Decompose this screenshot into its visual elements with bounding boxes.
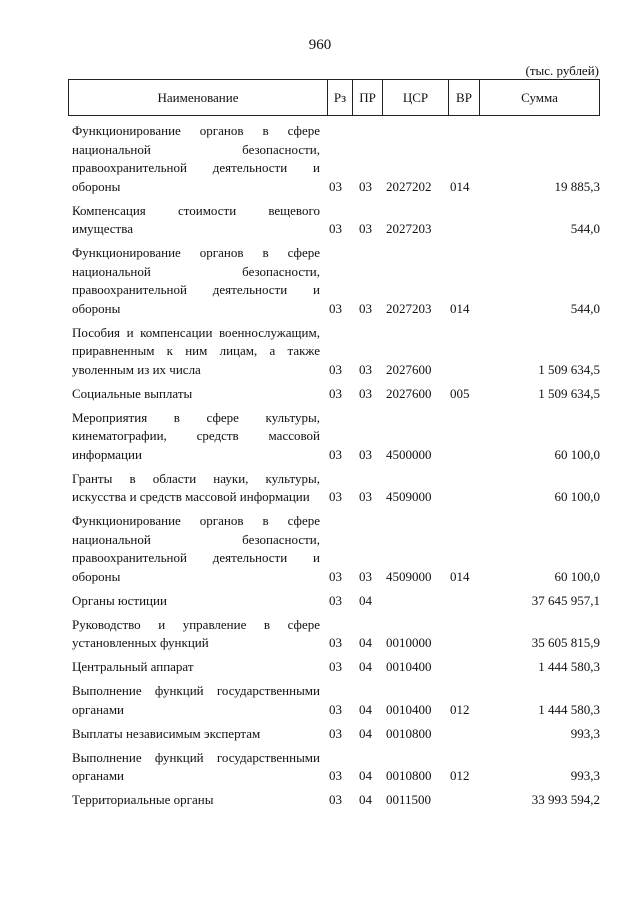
cell-pr: 04 — [359, 792, 372, 807]
cell-pr: 04 — [359, 635, 372, 650]
cell-sum: 993,3 — [570, 725, 600, 741]
table-row — [72, 512, 600, 586]
cell-rz: 03 — [329, 178, 342, 194]
cell-vr: 014 — [450, 568, 470, 584]
cell-vr: 005 — [450, 385, 470, 401]
cell-rz: 03 — [329, 446, 342, 462]
cell-csr: 0010400 — [386, 701, 432, 717]
cell-pr: 03 — [359, 385, 372, 401]
table-row — [72, 324, 600, 380]
cell-name: Выполнение функций государственными органами — [72, 683, 320, 717]
cell-csr: 0010800 — [386, 725, 432, 741]
cell-rz: 03 — [329, 489, 342, 504]
cell-pr: 04 — [359, 768, 372, 783]
cell-sum: 544,0 — [570, 300, 600, 316]
cell-sum: 19 885,3 — [554, 178, 600, 194]
table-row — [72, 409, 600, 465]
cell-name: Центральный аппарат — [72, 659, 194, 674]
cell-rz: 03 — [329, 701, 342, 717]
cell-pr: 03 — [359, 221, 372, 236]
cell-rz: 03 — [329, 635, 342, 650]
cell-sum: 1 509 634,5 — [538, 385, 600, 401]
cell-name: Компенсация стоимости вещевого имущества — [72, 202, 320, 236]
cell-csr: 0010000 — [386, 635, 432, 650]
header-sum: Сумма — [521, 89, 558, 105]
header-vr: ВР — [449, 80, 480, 115]
cell-pr: 03 — [359, 178, 372, 194]
cell-name: Руководство и управление в сфере установленных функций — [72, 616, 320, 650]
cell-name: Функционирование органов в сфере национальной безопасности, правоохранительной деятельности и обороны — [72, 513, 320, 584]
cell-name: Территориальные органы — [72, 792, 214, 807]
cell-rz: 03 — [329, 792, 342, 807]
cell-name: Мероприятия в сфере культуры, кинематографии, средств массовой информации — [72, 409, 320, 462]
unit-note: (тыс. рублей) — [525, 63, 599, 78]
cell-csr: 2027203 — [386, 300, 432, 316]
cell-csr: 2027600 — [386, 385, 432, 401]
cell-rz: 03 — [329, 725, 342, 741]
table-row — [72, 122, 600, 196]
cell-rz: 03 — [329, 385, 342, 401]
cell-pr: 04 — [359, 592, 372, 608]
header-pr: ПР — [353, 80, 383, 115]
cell-rz: 03 — [329, 592, 342, 608]
cell-sum: 60 100,0 — [554, 489, 600, 504]
table-row — [72, 244, 600, 318]
header-name: Наименование — [69, 80, 328, 115]
cell-rz: 03 — [329, 659, 342, 674]
table-row — [72, 658, 600, 677]
cell-pr: 03 — [359, 446, 372, 462]
cell-sum: 35 605 815,9 — [531, 635, 600, 650]
table-row — [72, 682, 600, 719]
cell-pr: 04 — [359, 701, 372, 717]
table-body — [72, 122, 600, 815]
cell-rz: 03 — [329, 221, 342, 236]
table-header — [68, 79, 600, 116]
cell-name: Пособия и компенсации военнослужащим, приравненным к ним лицам, а также уволенным из их числа — [72, 324, 320, 377]
table-row — [72, 592, 600, 611]
cell-name: Функционирование органов в сфере национальной безопасности, правоохранительной деятельности и обороны — [72, 245, 320, 316]
page-number: 960 — [308, 37, 332, 53]
table-row — [72, 791, 600, 810]
table-row — [72, 470, 600, 507]
cell-vr: 014 — [450, 300, 470, 316]
cell-sum: 544,0 — [570, 221, 600, 236]
cell-sum: 993,3 — [570, 768, 600, 783]
cell-csr: 4500000 — [386, 446, 432, 462]
cell-sum: 1 444 580,3 — [538, 659, 600, 674]
cell-csr: 4509000 — [386, 568, 432, 584]
cell-name: Выполнение функций государственными органами — [72, 749, 320, 783]
cell-name: Социальные выплаты — [72, 385, 193, 401]
cell-vr: 012 — [450, 768, 470, 783]
table-row — [72, 725, 600, 744]
table-row — [72, 202, 600, 239]
cell-rz: 03 — [329, 568, 342, 584]
cell-sum: 60 100,0 — [554, 446, 600, 462]
cell-vr: 014 — [450, 178, 470, 194]
table-row — [72, 385, 600, 404]
cell-name: Органы юстиции — [72, 592, 167, 608]
cell-sum: 1 444 580,3 — [538, 701, 600, 717]
cell-pr: 03 — [359, 300, 372, 316]
cell-sum: 33 993 594,2 — [531, 792, 600, 807]
cell-rz: 03 — [329, 300, 342, 316]
cell-csr: 2027600 — [386, 361, 432, 377]
cell-sum: 37 645 957,1 — [531, 592, 600, 608]
cell-csr: 0010400 — [386, 659, 432, 674]
cell-sum: 1 509 634,5 — [538, 361, 600, 377]
cell-csr: 2027203 — [386, 221, 432, 236]
cell-name: Гранты в области науки, культуры, искусства и средств массовой информации — [72, 470, 320, 504]
cell-name: Выплаты независимым экспертам — [72, 725, 261, 741]
cell-pr: 04 — [359, 659, 372, 674]
cell-csr: 0010800 — [386, 768, 432, 783]
cell-pr: 03 — [359, 361, 372, 377]
cell-vr: 012 — [450, 701, 470, 717]
cell-pr: 03 — [359, 568, 372, 584]
cell-csr: 4509000 — [386, 489, 432, 504]
cell-name: Функционирование органов в сфере национальной безопасности, правоохранительной деятельности и обороны — [72, 123, 320, 194]
header-rz: Рз — [328, 80, 353, 115]
table-row — [72, 749, 600, 786]
cell-rz: 03 — [329, 768, 342, 783]
cell-sum: 60 100,0 — [554, 568, 600, 584]
cell-csr: 2027202 — [386, 178, 432, 194]
table-row — [72, 616, 600, 653]
cell-pr: 04 — [359, 725, 372, 741]
cell-csr: 0011500 — [386, 792, 432, 807]
cell-pr: 03 — [359, 489, 372, 504]
cell-rz: 03 — [329, 361, 342, 377]
header-csr: ЦСР — [383, 80, 449, 115]
